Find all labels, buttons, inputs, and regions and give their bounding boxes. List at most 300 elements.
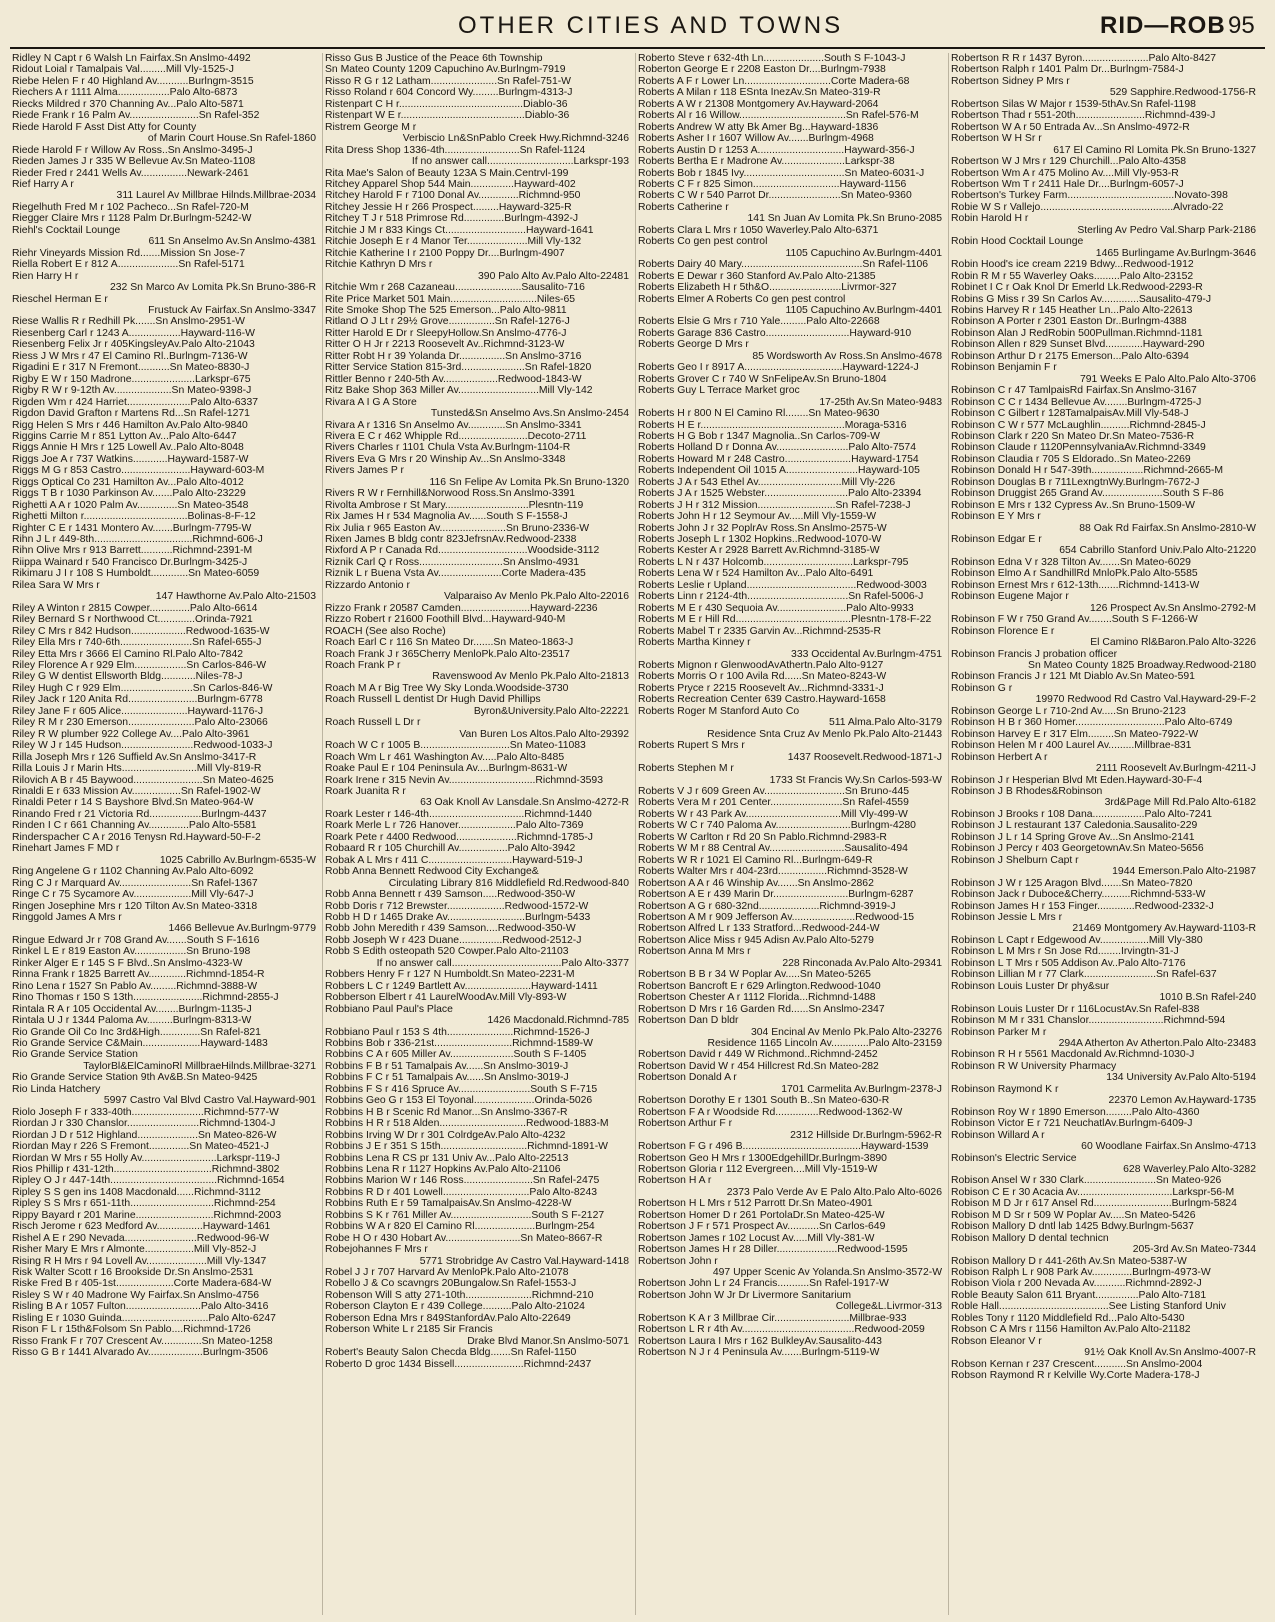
directory-entry: Robinson Jessie L Mrs r <box>951 911 1063 923</box>
directory-entry: 628 Waverley.Palo Alto-3282 <box>1123 1163 1256 1175</box>
directory-entry: Riippa Wainard r 540 Francisco Dr.Burlngm-3425-J <box>12 556 248 568</box>
directory-entry: Robertson Alfred L r 133 Stratford...Redwood-244-W <box>638 923 880 935</box>
directory-entry: Roberts Leslie r Upland......................................Redwood-3003 <box>638 579 927 591</box>
directory-entry: Roberts A W r 21308 Montgomery Av.Hayward-2064 <box>638 98 879 110</box>
directory-entry: Robin R M r 55 Waverley Oaks.........Palo Alto-23152 <box>951 270 1194 282</box>
directory-entry: Roach W C r 1005 B...............................Sn Mateo-11083 <box>325 740 586 752</box>
directory-entry: Rihn Olive Mrs r 913 Barrett...........Richmnd-2391-M <box>12 545 253 557</box>
directory-entry: 1465 Burlingame Av.Burlngm-3646 <box>1095 247 1256 259</box>
directory-entry: Robbers Henry F r 127 N Humboldt.Sn Mateo-2231-M <box>325 969 575 981</box>
directory-entry: Roberts Linn r 2124-4th...................................Sn Rafel-5006-J <box>638 591 924 603</box>
directory-entry: Roberts C W r 540 Parrot Dr.........................Sn Mateo-9360 <box>638 190 912 202</box>
directory-entry: Rino Thomas r 150 S 13th........................Richmnd-2855-J <box>12 992 279 1004</box>
directory-entry: Roberts Guy L Terrace Market groc <box>638 385 800 397</box>
directory-entry: Roberts J A r 1525 Webster.............................Palo Alto-23394 <box>638 488 922 500</box>
directory-entry: Riesenberg Felix Jr r 405KingsleyAv.Palo Alto-21043 <box>12 339 255 351</box>
directory-entry: Robbins Lena R CS pr 131 Univ Av...Palo Alto-22513 <box>325 1152 569 1164</box>
directory-entry: Robinson's Electric Service <box>951 1152 1077 1164</box>
directory-entry: Roberts Elmer A Roberts Co gen pest control <box>638 293 846 305</box>
directory-entry: Rien Harry H r <box>12 270 79 282</box>
directory-entry: Residence Snta Cruz Av Menlo Pk.Palo Alto-21443 <box>707 728 942 740</box>
directory-entry: Robinson Parker M r <box>951 1026 1047 1038</box>
directory-entry: 529 Sapphire.Redwood-1756-R <box>1109 87 1256 99</box>
directory-entry: Robinson J B Rhodes&Robinson <box>951 786 1103 797</box>
directory-entry: Robertson Arthur F r <box>638 1118 733 1130</box>
directory-entry: Rison F L r 15th&Folsom Sn Pablo....Richmnd-1726 <box>12 1324 251 1336</box>
directory-entry: Robin Harold H r <box>951 213 1029 225</box>
directory-entry: 1733 St Francis Wy.Sn Carlos-593-W <box>769 774 942 786</box>
directory-entry: Riznik L r Buena Vsta Av......................Corte Madera-435 <box>325 568 586 580</box>
directory-entry: Riesenberg Carl r 1243 A..................Hayward-116-W <box>12 327 255 339</box>
directory-entry: 205-3rd Av.Sn Mateo-7344 <box>1132 1244 1256 1256</box>
directory-entry: Ritland O J Lt r 29½ Grove................Sn Rafel-1276-J <box>325 316 570 328</box>
directory-entry: Rintala U J r 1344 Paloma Av.........Burlngm-8313-W <box>12 1015 252 1027</box>
directory-entry: Robertson A G r 680-32nd.....................Richmnd-3919-J <box>638 900 896 912</box>
directory-entry: 1944 Emerson.Palo Alto-21987 <box>1112 866 1256 878</box>
directory-entry: Robinson J Shelburn Capt r <box>951 854 1079 866</box>
directory-entry: Roach Russell L Dr r <box>325 717 421 729</box>
directory-entry: 2373 Palo Verde Av E Palo Alto.Palo Alto-6026 <box>726 1186 942 1198</box>
directory-entry: Roberts Pryce r 2215 Roosevelt Av...Richmnd-3331-J <box>638 682 884 694</box>
directory-entry: Roark Pete r 4400 Redwood.....................Richmnd-1785-J <box>325 831 593 843</box>
directory-entry: Roberts Mabel T r 2335 Garvin Av...Richmnd-2535-R <box>638 625 881 637</box>
directory-entry: Roberto D groc 1434 Bissell........................Richmnd-2437 <box>325 1358 592 1370</box>
directory-entry: Ritter O H Jr r 2213 Roosevelt Av..Richmnd-3123-W <box>325 339 565 351</box>
directory-entry: Robbins J E r 351 S 15th..............................Richmnd-1891-W <box>325 1141 608 1153</box>
directory-entry: Roark Merle L r 726 Hanover....................Palo Alto-7369 <box>325 820 584 832</box>
directory-entry: Riggins Carrie M r 851 Lytton Av...Palo Alto-6447 <box>12 430 237 442</box>
directory-entry: Robertson Donald A r <box>638 1072 737 1084</box>
name-range: RID—ROB <box>1100 12 1226 39</box>
directory-entry: Rix Julia r 965 Easton Av.......................Sn Bruno-2336-W <box>325 522 590 534</box>
directory-entry: Roberton George E r 2208 Easton Dr....Burlngm-7938 <box>638 64 886 76</box>
directory-entry: 141 Sn Juan Av Lomita Pk.Sn Bruno-2085 <box>747 213 942 225</box>
directory-entry: Rintala R A r 105 Occidental Av........Burlngm-1135-J <box>12 1003 252 1015</box>
directory-entry: Verbiscio Ln&SnPablo Creek Hwy.Richmnd-3246 <box>402 133 629 145</box>
directory-entry: Rixford A P r Canada Rd...............................Woodside-3112 <box>325 545 600 557</box>
directory-entry: 1105 Capuchino Av.Burlngm-4401 <box>785 304 942 316</box>
directory-entry: Ring Angelene G r 1102 Channing Av.Palo Alto-6092 <box>12 866 254 878</box>
directory-entry: Roberts Stephen M r <box>638 763 734 775</box>
directory-entry: Robbins H B r Scenic Rd Manor...Sn Anslmo-3367-R <box>325 1106 568 1118</box>
directory-entry: Roberto Steve r 632-4th Ln.....................South S F-1043-J <box>638 53 906 64</box>
directory-entry: Riley R W plumber 922 College Av....Palo Alto-3961 <box>12 728 250 740</box>
directory-entry: 88 Oak Rd Fairfax.Sn Anslmo-2810-W <box>1079 522 1256 534</box>
directory-entry: 1025 Cabrillo Av.Burlngm-6535-W <box>159 854 316 866</box>
directory-entry: Risch Jerome r 623 Medford Av................Hayward-1461 <box>12 1221 271 1233</box>
directory-entry: Roberts Asher I r 1607 Willow Av.......Burlngm-4968 <box>638 133 874 145</box>
directory-entry: Roberts W r 43 Park Av.................................Mill Vly-499-W <box>638 808 908 820</box>
directory-entry: Robison M D Jr r 617 Ansel Rd...........................Burlngm-5824 <box>951 1198 1237 1210</box>
directory-entry: Robertson A A r 46 Winship Av.......Sn Anslmo-2862 <box>638 877 874 889</box>
directory-entry: Rio Grande Oil Co Inc 3rd&High..............Sn Rafel-821 <box>12 1026 261 1038</box>
directory-entry: Robbins H R r 518 Alden..............................Redwood-1883-M <box>325 1118 609 1130</box>
directory-entry: 497 Upper Scenic Av Yolanda.Sn Anslmo-3572-W <box>712 1267 942 1279</box>
directory-entry: Roberts V J r 609 Green Av............................Sn Bruno-445 <box>638 786 910 797</box>
directory-entry: Rinker Alger E r 145 S F Blvd..Sn Anslmo-4323-W <box>12 957 243 969</box>
directory-entry: Robertson Anna M Mrs r <box>638 946 751 958</box>
directory-entry: Ripley O J r 447-14th.....................................Richmnd-1654 <box>12 1175 285 1187</box>
directory-entry: Robison Mallory D dental technicn <box>951 1232 1109 1244</box>
directory-entry: Ravenswood Av Menlo Pk.Palo Alto-21813 <box>432 671 629 683</box>
directory-entry: Robinson H B r 360 Homer...............................Palo Alto-6749 <box>951 717 1233 729</box>
directory-entry: Robb Anna Bennett r 439 Samson.....Redwood-350-W <box>325 889 576 901</box>
directory-entry: Robinson Raymond K r <box>951 1083 1059 1095</box>
directory-entry: Ringen Josephine Mrs r 120 Tilton Av.Sn Mateo-3318 <box>12 900 258 912</box>
directory-entry: Rivers James P r <box>325 465 404 477</box>
directory-entry: Robinson J Brooks r 108 Dana..................Palo Alto-7241 <box>951 808 1213 820</box>
directory-entry: Ritchey Apparel Shop 544 Main...............Hayward-402 <box>325 178 576 190</box>
directory-entry: Riggs Joe A r 737 Watkins............Hayward-1587-W <box>12 453 249 465</box>
directory-entry: Riley Jack r 120 Anita Rd........................Burlngm-6778 <box>12 694 263 706</box>
directory-entry: Roberts J H r 312 Mission...........................Sn Rafel-7238-J <box>638 499 911 511</box>
directory-entry: Roach Russell L dentist Dr Hugh David Phillips <box>325 694 541 706</box>
directory-entry: Robejohannes F Mrs r <box>325 1244 428 1256</box>
directory-entry: Robinson L Capt r Edgewood Av.................Mill Vly-380 <box>951 934 1203 946</box>
directory-entry: Robinson Louis Luster Dr phy&sur <box>951 980 1110 992</box>
directory-entry: Roberts W M r 88 Central Av..........................Sausalito-494 <box>638 843 908 855</box>
directory-entry: Robb Doris r 712 Brewster....................Redwood-1572-W <box>325 900 589 912</box>
directory-entry: Riznik Carl Q r Ross.............................Sn Anslmo-4931 <box>325 556 580 568</box>
directory-entry: Rigby R W r 9-12th Av....................Sn Mateo-9398-J <box>12 385 252 397</box>
directory-entry: Robins Harvey R r 145 Heather Ln...Palo Alto-22613 <box>951 304 1193 316</box>
directory-entry: Riske Fred B r 405-1st....................Corte Madera-684-W <box>12 1278 272 1290</box>
directory-entry: Risk Walter Scott r 16 Brookside Dr.Sn Anslmo-2531 <box>12 1267 254 1279</box>
directory-entry: Roberts W C r 740 Paloma Av..........................Burlngm-4280 <box>638 820 916 832</box>
directory-entry: Robinson J r Hesperian Blvd Mt Eden.Hayward-30-F-4 <box>951 774 1203 786</box>
directory-entry: Robbins Irving W Dr r 301 ColrdgeAv.Palo Alto-4232 <box>325 1129 566 1141</box>
directory-entry: Roberson Edna Mrs r 849StanfordAv.Palo Alto-22649 <box>325 1312 571 1324</box>
directory-entry: Robinson Druggist 265 Grand Av.....................South S F-86 <box>951 488 1224 500</box>
directory-entry: Rizzardo Antonio r <box>325 579 410 591</box>
directory-entry: Rinehart James F MD r <box>12 843 120 855</box>
directory-entry: Robert's Beauty Salon Checda Bldg.......Sn Rafel-1150 <box>325 1347 577 1359</box>
directory-entry: Rinaldi Peter r 14 S Bayshore Blvd.Sn Mateo-964-W <box>12 797 254 809</box>
directory-entry: Roberts John H r 12 Seymour Av.....Mill Vly-1559-W <box>638 511 877 523</box>
directory-entry: Roberts Clara L Mrs r 1050 Waverley.Palo Alto-6371 <box>638 224 879 236</box>
directory-entry: Riegger Claire Mrs r 1128 Palm Dr.Burlngm-5242-W <box>12 213 252 225</box>
directory-entry: Robbers L C r 1249 Bartlett Av.......................Hayward-1411 <box>325 980 598 992</box>
directory-entry: Drake Blvd Manor.Sn Anslmo-5071 <box>467 1335 629 1347</box>
directory-entry: Rivers R W r Fernhill&Norwood Ross.Sn Anslmo-3391 <box>325 488 576 500</box>
directory-entry: Robinson L M Mrs r Sn Jose Rd........Irvingtn-31-J <box>951 946 1179 958</box>
directory-entry: Roberts Roger M Stanford Auto Co <box>638 705 800 717</box>
directory-entry: Ritchie J M r 833 Kings Ct............................Hayward-1641 <box>325 224 594 236</box>
directory-entry: Roberts Andrew W atty Bk Amer Bg...Hayward-1836 <box>638 121 879 133</box>
directory-entry: Byron&University.Palo Alto-22221 <box>473 705 629 717</box>
directory-entry: Roberts Al r 16 Willow.....................................Sn Rafel-576-M <box>638 110 919 122</box>
directory-entry: Ritchey Jessie H r 266 Prospect.........Hayward-325-R <box>325 201 572 213</box>
page-header <box>0 0 1275 52</box>
directory-entry: If no answer call..............................Larkspr-193 <box>411 156 629 168</box>
directory-entry: Robinson Francis J r 121 Mt Diablo Av.Sn Mateo-591 <box>951 671 1195 683</box>
directory-entry: Riley Florence A r 929 Elm..................Sn Carlos-846-W <box>12 660 267 672</box>
directory-entry: Roberts H E r..................................................Moraga-5316 <box>638 419 907 431</box>
directory-entry: Robb John Meredith r 439 Samson....Redwood-350-W <box>325 923 576 935</box>
directory-entry: of Marin Court House.Sn Rafel-1860 <box>147 133 316 145</box>
header-rule <box>10 47 1265 49</box>
directory-entry: Riggs T B r 1030 Parkinson Av.......Palo Alto-23229 <box>12 488 246 500</box>
directory-entry: Robertson Laura I Mrs r 162 BulkleyAv.Sausalito-443 <box>638 1335 882 1347</box>
directory-entry: Ridout Loial r Tamalpais Val.........Mill Vly-1525-J <box>12 64 234 76</box>
directory-entry: Roble Hall......................................See Listing Stanford Univ <box>951 1301 1226 1313</box>
directory-entry: Rinderspacher C A r 2016 Tenysn Rd.Hayward-50-F-2 <box>12 831 261 843</box>
directory-entry: Robinson George L r 710-2nd Av.....Sn Bruno-2123 <box>951 705 1186 717</box>
directory-entry: Tunsted&Sn Anselmo Avs.Sn Anslmo-2454 <box>430 408 629 420</box>
directory-entry: Roberts Elsie G Mrs r 710 Yale.........Palo Alto-22668 <box>638 316 880 328</box>
directory-entry: 3rd&Page Mill Rd.Palo Alto-6182 <box>1104 797 1256 809</box>
directory-entry: Robinson Francis J probation officer <box>951 648 1118 660</box>
directory-entry: Robin Hood Cocktail Lounge <box>951 236 1084 248</box>
directory-entry: Robinson Lillian M r 77 Clark.........................Sn Rafel-637 <box>951 969 1217 981</box>
directory-entry: Risso Gus B Justice of the Peace 6th Township <box>325 53 543 64</box>
directory-entry: Ristenpart W E r...........................................Diablo-36 <box>325 110 570 122</box>
directory-entry: Ristenpart C H r...........................................Diablo-36 <box>325 98 568 110</box>
directory-entry: Riese Wallis R r Redhill Pk.......Sn Anslmo-2951-W <box>12 316 245 328</box>
directory-entry: Robertson Thad r 551-20th........................Richmnd-439-J <box>951 110 1216 122</box>
directory-entry: Robinson Helen M r 400 Laurel Av.........Millbrae-831 <box>951 740 1192 752</box>
directory-entry: El Camino Rl&Baron.Palo Alto-3226 <box>1090 637 1256 649</box>
directory-entry: Roake Paul E r 104 Peninsula Av....Burlngm-8631-W <box>325 763 568 775</box>
directory-entry: Robinson J Percy r 403 GeorgetownAv.Sn Mateo-5656 <box>951 843 1204 855</box>
directory-entry: Roberts J A r 543 Ethel Av.............................Mill Vly-226 <box>638 476 896 488</box>
directory-entry: Righetti A A r 1020 Palm Av..............Sn Mateo-3548 <box>12 499 249 511</box>
directory-entry: Rixen James B bldg contr 823JefrsnAv.Redwood-2338 <box>325 534 577 546</box>
directory-entry: Robertson F G r 496 B.........................................Hayward-1539 <box>638 1141 929 1153</box>
directory-entry: Robello J & Co scavngrs 20Bungalow.Sn Rafel-1553-J <box>325 1278 577 1290</box>
directory-entry: Robertson A M r 909 Jefferson Av......................Redwood-15 <box>638 911 915 923</box>
directory-entry: Robertson John r <box>638 1255 718 1267</box>
directory-entry: Riede Harold F r Willow Av Ross..Sn Anslmo-3495-J <box>12 144 253 156</box>
directory-entry: Risso R G r 12 Latham.......................Sn Rafel-751-W <box>325 75 571 87</box>
directory-entry: Robertson Wm T r 2411 Hale Dr....Burlngm-6057-J <box>951 178 1184 190</box>
directory-entry: Robbins W A r 820 El Camino Rl.....................Burlngm-254 <box>325 1221 595 1233</box>
directory-entry: Robertson John L r 24 Francis...........Sn Rafel-1917-W <box>638 1278 889 1290</box>
directory-entry: Riley Bernard S r Northwood Ct.............Orinda-7921 <box>12 614 253 626</box>
directory-entry: Ritchie Wm r 268 Cazaneau.......................Sausalito-716 <box>325 282 585 294</box>
directory-entry: Robenson Will S atty 271-10th.......................Richmnd-210 <box>325 1289 594 1301</box>
directory-entry: Robison C E r 30 Acacia Av.................................Larkspr-56-M <box>951 1186 1235 1198</box>
directory-entry: Ristrem George M r <box>325 121 417 133</box>
directory-entry: Robinson F W r 750 Grand Av........South S F-1266-W <box>951 614 1198 626</box>
directory-entry: Robbiano Paul Paul's Place <box>325 1003 453 1015</box>
directory-entry: Roberts M E r 430 Sequoia Av........................Palo Alto-9933 <box>638 602 914 614</box>
directory-entry: Rino Lena r 1527 Sn Pablo Av.........Richmnd-3888-W <box>12 980 258 992</box>
directory-entry: Ritchie Joseph E r 4 Manor Ter.....................Mill Vly-132 <box>325 236 582 248</box>
directory-entry: Risso Frank F r 707 Crescent Av..............Sn Mateo-1258 <box>12 1335 273 1347</box>
directory-entry: Robbins F C r 51 Tamalpais Av......Sn Anslmo-3019-J <box>325 1072 569 1084</box>
directory-entry: Roberts W R r 1021 El Camino Rl...Burlngm-649-R <box>638 854 873 866</box>
directory-entry: Roberts Garage 836 Castro.............................Hayward-910 <box>638 327 912 339</box>
directory-entry: Riess J W Mrs r 47 El Camino Rl..Burlngm-7136-W <box>12 350 248 362</box>
directory-entry: Riley G W dentist Ellsworth Bldg............Niles-78-J <box>12 671 243 683</box>
directory-entry: Roberts Howard M r 248 Castro.......................Hayward-1754 <box>638 453 919 465</box>
directory-entry: 2111 Roosevelt Av.Burlngm-4211-J <box>1095 763 1256 775</box>
directory-entry: Robinson M M r 331 Chanslor..........................Richmnd-594 <box>951 1015 1226 1027</box>
directory-entry: TaylorBl&ElCaminoRl MillbraeHilnds.Millbrae-3271 <box>83 1060 316 1072</box>
directory-entry: Robbins Geo G r 153 El Toyonal.....................Orinda-5026 <box>325 1095 593 1107</box>
directory-entry: Roach M A r Big Tree Wy Sky Londa.Woodside-3730 <box>325 682 569 694</box>
directory-entry: 17-25th Av.Sn Mateo-9483 <box>819 396 942 408</box>
directory-entry: Roberts Geo I r 8917 A..................................Hayward-1224-J <box>638 362 919 374</box>
directory-entry: Robson Eleanor V r <box>951 1335 1042 1347</box>
directory-entry: Robinson J W r 125 Aragon Blvd.......Sn Mateo-7820 <box>951 877 1193 889</box>
directory-entry: Robertson A E r 439 Marin Dr..........................Burlngm-6287 <box>638 889 914 901</box>
directory-entry: Risling B A r 1057 Fulton..........................Palo Alto-3416 <box>12 1301 269 1313</box>
directory-entry: Riley Hugh C r 929 Elm.........................Sn Carlos-846-W <box>12 682 273 694</box>
directory-entry: Righetti Milton r....................................Bolinas-8-F-12 <box>12 511 256 523</box>
directory-entry: Robinson R H r 5561 Macdonald Av.Richmnd-1030-J <box>951 1049 1195 1061</box>
directory-entry: 654 Cabrillo Stanford Univ.Palo Alto-21220 <box>1059 545 1256 557</box>
directory-entry: 1437 Roosevelt.Redwood-1871-J <box>787 751 942 763</box>
directory-entry: Robbins S K r 761 Miller Av............................South S F-2127 <box>325 1209 605 1221</box>
directory-entry: Rikimaru J I r 108 S Humboldt.............Sn Mateo-6059 <box>12 568 260 580</box>
directory-entry: Ritter Robt H r 39 Yolanda Dr................Sn Anslmo-3716 <box>325 350 582 362</box>
directory-entry: Roberts W Carlton r Rd 20 Sn Pablo.Richmnd-2983-R <box>638 831 887 843</box>
directory-entry: Robinson C Gilbert r 128TamalpaisAv.Mill Vly-548-J <box>951 408 1189 420</box>
directory-entry: Robertson H L Mrs r 512 Parrott Dr.Sn Mateo-4901 <box>638 1198 873 1210</box>
directory-entry: Roach Frank P r <box>325 660 401 672</box>
directory-entry: Robison Ralph L r 908 Park Av..............Burlngm-4973-W <box>951 1267 1211 1279</box>
directory-entry: Rippy Bayard r 201 Marine...........................Richmnd-2003 <box>12 1209 282 1221</box>
directory-entry: Robb Joseph W r 423 Duane...............Redwood-2512-J <box>325 934 582 946</box>
directory-entry: Roberts Morris O r 100 Avila Rd......Sn Mateo-8243-W <box>638 671 887 683</box>
directory-entry: 311 Laurel Av Millbrae Hilnds.Millbrae-2034 <box>116 190 316 202</box>
directory-entry: Robinson G r <box>951 682 1013 694</box>
directory-entry: Riley Ella Mrs r 740-6th.........................Sn Rafel-655-J <box>12 637 262 649</box>
directory-entry: Roberts Austin D r 1253 A..............................Hayward-356-J <box>638 144 915 156</box>
directory-entry: Ringue Edward Jr r 708 Grand Av.......South S F-1616 <box>12 934 260 946</box>
directory-entry: Robertson Alice Miss r 945 Adisn Av.Palo Alto-5279 <box>638 934 874 946</box>
directory-entry: Robison Viola r 200 Nevada Av...........Richmnd-2892-J <box>951 1278 1202 1290</box>
directory-entry: Riley R M r 230 Emerson.......................Palo Alto-23066 <box>12 717 268 729</box>
directory-entry: Robin Hood's ice cream 2219 Bdwy...Redwood-1912 <box>951 259 1194 271</box>
directory-entry: Rinkel L E r 819 Easton Av..................Sn Bruno-198 <box>12 946 251 958</box>
directory-entry: Robb S Edith osteopath 520 Cowper.Palo Alto-21103 <box>325 946 569 958</box>
directory-entry: Rieden James J r 335 W Bellevue Av.Sn Mateo-1108 <box>12 156 256 168</box>
directory-entry: Robak A L Mrs r 411 C.............................Hayward-519-J <box>325 854 583 866</box>
directory-entry: Riehr Vineyards Mission Rd.......Mission Sn Jose-7 <box>12 247 246 259</box>
directory-entry: Robertson W J Mrs r 129 Churchill...Palo Alto-4358 <box>951 156 1187 168</box>
directory-entry: Robe H O r 430 Hobart Av..........................Sn Mateo-8667-R <box>325 1232 603 1244</box>
directory-entry: Roberts A Milan r 118 ESnta InezAv.Sn Mateo-319-R <box>638 87 881 99</box>
directory-entry: Robertson N J r 4 Peninsula Av.......Burlngm-5119-W <box>638 1347 880 1359</box>
directory-entry: Robison Ansel W r 330 Clark.........................Sn Mateo-926 <box>951 1175 1222 1187</box>
directory-entry: Roberts John J r 32 PoplrAv Ross.Sn Anslmo-2575-W <box>638 522 887 534</box>
directory-entry: Riley C Mrs r 842 Hudson...................Redwood-1635-W <box>12 625 270 637</box>
directory-entry: Van Buren Los Altos.Palo Alto-29392 <box>459 728 629 740</box>
directory-entry: Roberts Mignon r GlenwoodAvAthertn.Palo Alto-9127 <box>638 660 884 672</box>
directory-entry: 617 El Camino Rl Lomita Pk.Sn Bruno-1327 <box>1053 144 1256 156</box>
directory-entry: Robison M D Sr r 509 W Poplar Av.....Sn Mateo-5426 <box>951 1209 1196 1221</box>
directory-entry: 390 Palo Alto Av.Palo Alto-22481 <box>478 270 629 282</box>
directory-entry: 2312 Hillside Dr.Burlngm-5962-R <box>790 1129 942 1141</box>
directory-entry: Robertson John W Jr Dr Livermore Sanitarium <box>638 1289 852 1301</box>
directory-entry: Robbins C A r 605 Miller Av......................South S F-1405 <box>325 1049 587 1061</box>
directory-entry: Roberts Co gen pest control <box>638 236 768 248</box>
directory-entry: Rinna Frank r 1825 Barrett Av.............Richmnd-1854-R <box>12 969 265 981</box>
directory-entry: Robertson Gloria r 112 Evergreen....Mill Vly-1519-W <box>638 1163 878 1175</box>
directory-entry: Roark Juanita R r <box>325 786 406 797</box>
directory-entry: Robinson Eugene Major r <box>951 591 1069 603</box>
directory-entry: Riede Harold F Asst Dist Atty for County <box>12 121 197 133</box>
directory-entry: Roach Frank J r 365Cherry MenloPk.Palo Alto-23517 <box>325 648 570 660</box>
directory-entry: Robertson Wm A r 475 Molino Av....Mill Vly-953-R <box>951 167 1179 179</box>
directory-entry: Robinson Edna V r 328 Tilton Av.......Sn Mateo-6029 <box>951 556 1191 568</box>
directory-entry: Ritz Bake Shop 363 Miller Av............................Mill Vly-142 <box>325 385 593 397</box>
directory-entry: Roberts Bob r 1845 Ivy...................................Sn Mateo-6031-J <box>638 167 925 179</box>
directory-entry: 21469 Montgomery Av.Hayward-1103-R <box>1072 923 1256 935</box>
directory-entry: Robison Mallory D dntl lab 1425 Bdwy.Burlngm-5637 <box>951 1221 1194 1233</box>
directory-entry: Robertson Dan D bldr <box>638 1015 739 1027</box>
directory-entry: Residence 1165 Lincoln Av.............Palo Alto-23159 <box>707 1037 942 1049</box>
directory-entry: Rita Mae's Salon of Beauty 123A S Main.Centrvl-199 <box>325 167 569 179</box>
directory-entry: Robbiano Paul r 153 S 4th.......................Richmnd-1526-J <box>325 1026 590 1038</box>
directory-entry: ROACH (See also Roche) <box>325 625 446 637</box>
directory-entry: Riggs Annie H Mrs r 125 Lowell Av..Palo Alto-8048 <box>12 442 244 454</box>
directory-entry: Roberts Vera M r 201 Center.........................Sn Rafel-4559 <box>638 797 909 809</box>
directory-entry: College&L.Livrmor-313 <box>835 1301 942 1313</box>
directory-entry: Robb Anna Bennett Redwood City Exchange& <box>325 866 539 878</box>
directory-entry: Roberts Dairy 40 Mary..........................................Sn Rafel-1106 <box>638 259 929 271</box>
directory-entry: Rio Linda Hatchery <box>12 1083 101 1095</box>
directory-entry: Robinson Benjamin F r <box>951 362 1057 374</box>
directory-entry: Roberts A F r Lower Ln..............................Corte Madera-68 <box>638 75 910 87</box>
directory-entry: Robertson Sidney P Mrs r <box>951 75 1070 87</box>
directory-entry: Robinson A Porter r 2301 Easton Dr..Burlngm-4388 <box>951 316 1187 328</box>
directory-entry: Robles Tony r 1120 Middlefield Rd...Palo Alto-5430 <box>951 1312 1185 1324</box>
directory-entry: Roberts Bertha E r Madrone Av......................Larkspr-38 <box>638 156 895 168</box>
directory-entry: 22370 Lemon Av.Hayward-1735 <box>1108 1095 1256 1107</box>
directory-entry: Robertson Homer D r 261 PortolaDr.Sn Mateo-425-W <box>638 1209 885 1221</box>
directory-entry: Ripley S S Mrs r 651-11th.............................Richmnd-254 <box>12 1198 276 1210</box>
directory-column-2 <box>323 53 636 1615</box>
directory-entry: Righter C E r 1431 Montero Av.......Burlngm-7795-W <box>12 522 252 534</box>
directory-entry: 511 Alma.Palo Alto-3179 <box>828 717 942 729</box>
directory-entry: Robertson Silas W Major r 1539-5thAv.Sn Rafel-1198 <box>951 98 1196 110</box>
directory-entry: Rios Phillip r 431-12th..................................Richmnd-3802 <box>12 1163 280 1175</box>
directory-entry: Rilovich A B r 45 Baywood........................Sn Mateo-4625 <box>12 774 274 786</box>
directory-entry: Robinson Harvey E r 317 Elm.........Sn Mateo-7922-W <box>951 728 1199 740</box>
directory-entry: Robinson Roy W r 1890 Emerson.........Palo Alto-4360 <box>951 1106 1200 1118</box>
directory-entry: Valparaiso Av Menlo Pk.Palo Alto-22016 <box>443 591 629 603</box>
directory-entry: Rita Dress Shop 1336-4th..........................Sn Rafel-1124 <box>325 144 586 156</box>
directory-entry: Riegelhuth Fred M r 102 Pacheco...Sn Rafel-720-M <box>12 201 249 213</box>
directory-entry: Robel J J r 707 Harvard Av MenloPk.Palo Alto-21078 <box>325 1267 569 1279</box>
directory-entry: Riolo Joseph F r 333-40th.........................Richmnd-577-W <box>12 1106 279 1118</box>
directory-entry: Rizzo Robert r 21600 Foothill Blvd...Hayward-940-M <box>325 614 566 626</box>
directory-entry: 304 Encinal Av Menlo Pk.Palo Alto-23276 <box>750 1026 942 1038</box>
directory-entry: Robinson Willard A r <box>951 1129 1045 1141</box>
directory-entry: Riordan J D r 512 Highland.....................Sn Mateo-826-W <box>12 1129 277 1141</box>
directory-entry: Roberts Catherine r <box>638 201 729 213</box>
directory-entry: Rigby E W r 150 Madrone......................Larkspr-675 <box>12 373 251 385</box>
directory-entry: Roberts L N r 437 Holcomb...............................Larkspr-795 <box>638 556 909 568</box>
directory-entry: Riley A Winton r 2815 Cowper..............Palo Alto-6614 <box>12 602 258 614</box>
directory-entry: Robbins Bob r 336-21st...........................Richmnd-1589-W <box>325 1037 593 1049</box>
directory-entry: Roberson Clayton E r 439 College..........Palo Alto-21024 <box>325 1301 585 1313</box>
directory-entry: Robertson W H Sr r <box>951 133 1042 145</box>
directory-entry: Robinson L T Mrs r 505 Addison Av..Palo Alto-7176 <box>951 957 1186 969</box>
directory-entry: Robinson Edgar E r <box>951 534 1042 546</box>
directory-column-3 <box>636 53 949 1615</box>
directory-entry: Robinson Claude r 1120PennsylvaniaAv.Richmnd-3349 <box>951 442 1206 454</box>
directory-entry: Roberts Rupert S Mrs r <box>638 740 745 752</box>
directory-entry: Roble Beauty Salon 611 Bryant...............Palo Alto-7181 <box>951 1289 1207 1301</box>
section-title: OTHER CITIES AND TOWNS <box>458 12 844 39</box>
directory-entry: Robinson Alan J RedRobin 500Pullman.Richmnd-1181 <box>951 327 1203 339</box>
directory-entry: Sn Mateo County 1209 Capuchino Av.Burlngm-7919 <box>325 64 566 76</box>
